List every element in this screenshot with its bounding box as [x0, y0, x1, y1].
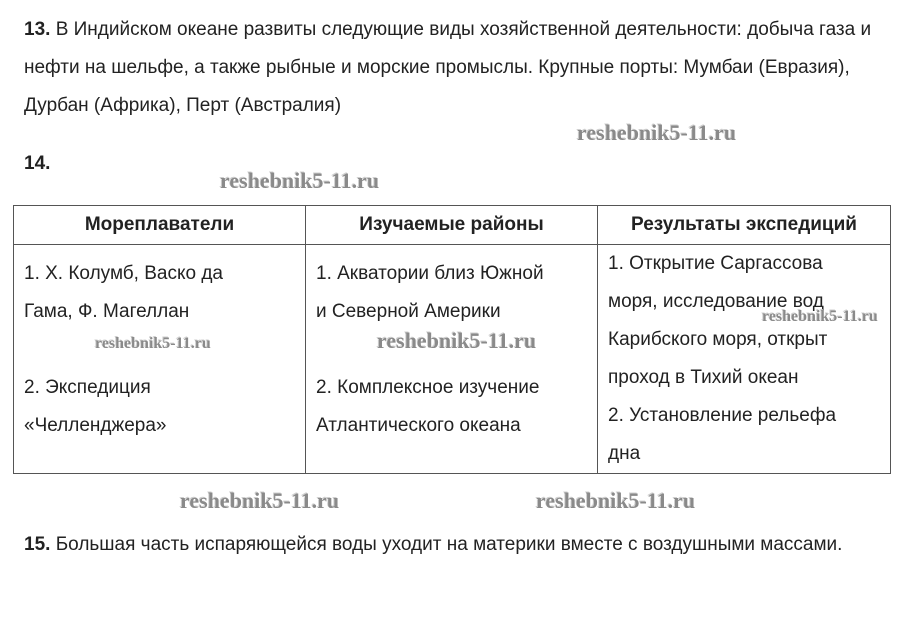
watermark: reshebnik5-11.ru — [762, 308, 878, 325]
cell-line: и Северной Америки — [316, 301, 501, 322]
cell-line: Атлантического океана — [316, 415, 521, 436]
cell-line: проход в Тихий океан — [608, 367, 799, 388]
header-regions: Изучаемые районы — [306, 206, 598, 245]
watermark: reshebnik5-11.ru — [536, 488, 696, 513]
cell-line: 1. Х. Колумб, Васко да — [24, 263, 223, 284]
cell-results — [598, 245, 891, 474]
answer-13-text: В Индийском океане развиты следующие виды хозяйственной деятельности: добыча газа и нефти на шельфе, а также рыбные и морские промыслы. Крупные порты: Мумбаи (Евразия), Дурбан (Африка), Перт (Австралия) — [24, 19, 872, 116]
cell-line: 2. Установление рельефа — [608, 405, 837, 426]
cell-line: 1. Открытие Саргассова — [608, 253, 823, 274]
cell-line: Гама, Ф. Магеллан — [24, 301, 190, 322]
watermark: reshebnik5-11.ru — [220, 168, 380, 193]
cell-line: дна — [608, 443, 641, 464]
table-row — [14, 245, 891, 474]
cell-line: 2. Экспедиция — [24, 377, 151, 398]
answer-15-number: 15. — [24, 534, 51, 555]
answer-14-number: 14. — [24, 153, 51, 174]
header-results: Результаты экспедиций — [598, 206, 891, 245]
cell-line: моря, исследование вод — [608, 291, 824, 312]
answer-13 — [24, 11, 884, 125]
watermark: reshebnik5-11.ru — [577, 120, 737, 145]
answer-15-text: Большая часть испаряющейся воды уходит на материки вместе с воздушными массами. — [55, 534, 843, 555]
watermark: reshebnik5-11.ru — [95, 335, 211, 352]
answer-14 — [24, 145, 884, 183]
watermark: reshebnik5-11.ru — [377, 328, 537, 353]
answer-13-number: 13. — [24, 19, 51, 40]
cell-line: Карибского моря, открыт — [608, 329, 828, 350]
header-navigators: Мореплаватели — [14, 206, 306, 245]
watermark: reshebnik5-11.ru — [180, 488, 340, 513]
cell-line: 1. Акватории близ Южной — [316, 263, 544, 284]
cell-regions — [306, 245, 598, 474]
answer-15 — [24, 526, 884, 564]
cell-navigators — [14, 245, 306, 474]
table-header-row — [14, 206, 891, 245]
cell-line: «Челленджера» — [24, 415, 167, 436]
cell-line: 2. Комплексное изучение — [316, 377, 540, 398]
